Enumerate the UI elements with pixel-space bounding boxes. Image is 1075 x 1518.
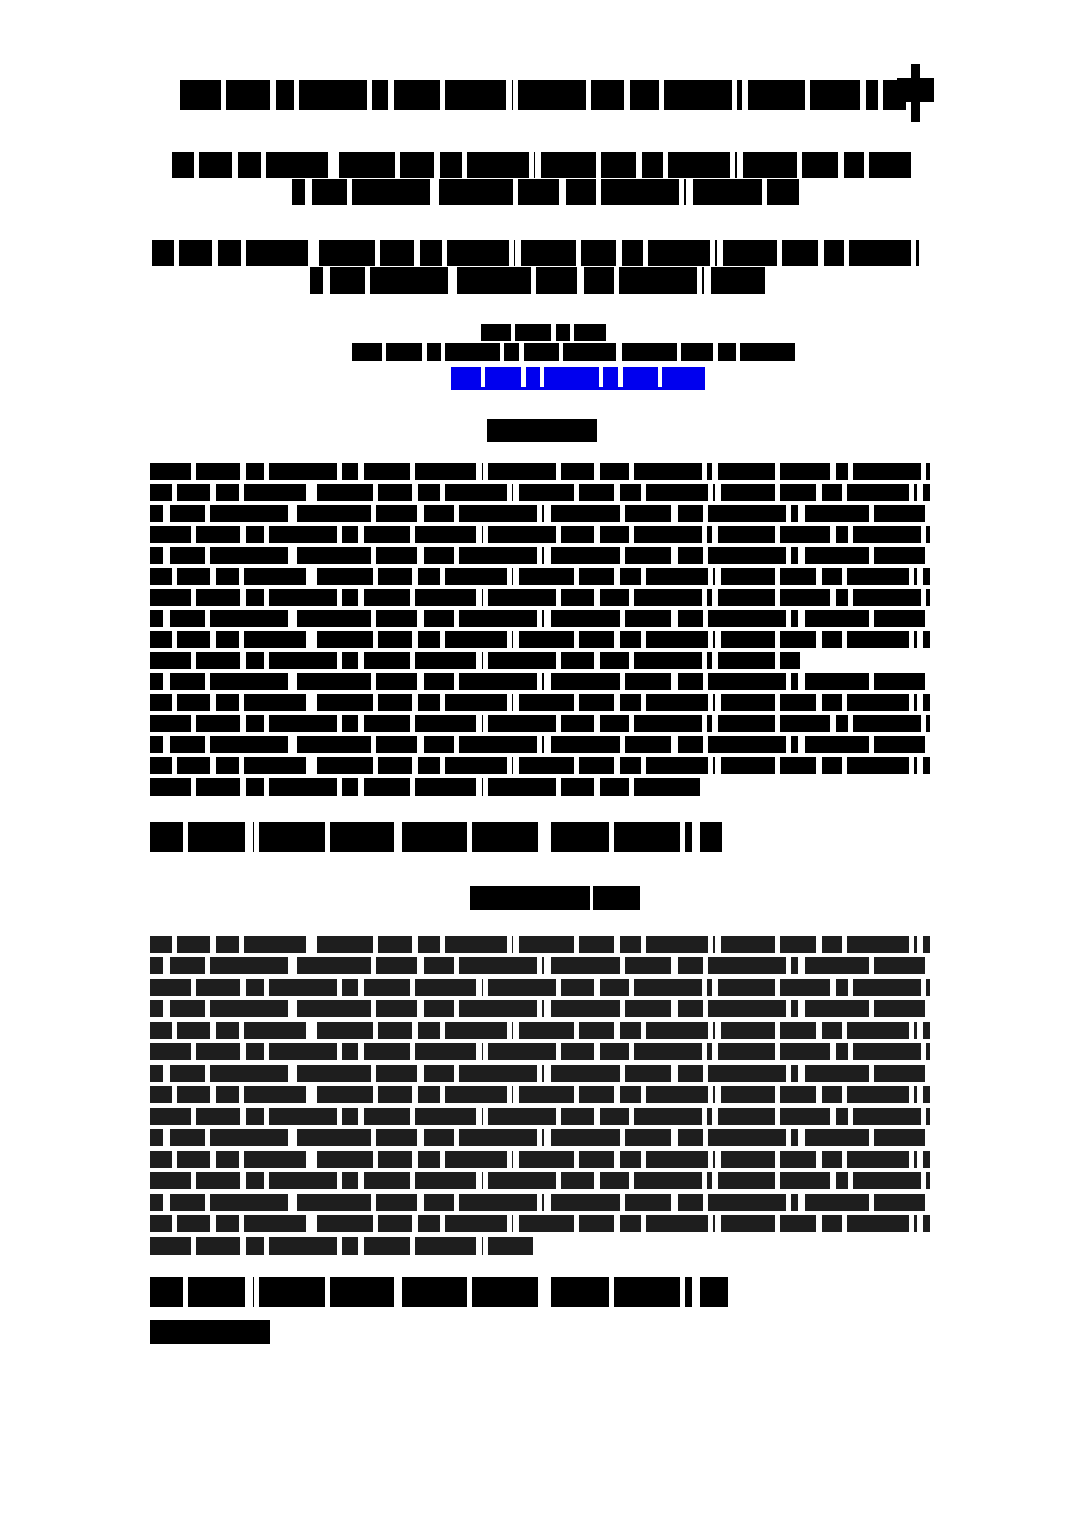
second-body-line: [150, 1086, 930, 1103]
abstract-body-line: [150, 505, 930, 522]
second-body-line: [150, 1000, 930, 1017]
second-abstract-heading: [470, 886, 640, 910]
second-body-line: [150, 957, 930, 974]
title-line-2: [292, 179, 799, 205]
abstract-body-line: [150, 547, 930, 564]
second-body-line: [150, 1172, 930, 1189]
second-body-line: [150, 1129, 930, 1146]
title-line-1: [172, 152, 911, 178]
abstract-body-line: [150, 463, 930, 480]
second-body-line: [150, 936, 930, 953]
abstract-body-line: [150, 694, 930, 711]
second-body-line: [150, 1065, 930, 1082]
abstract-body-line: [150, 589, 930, 606]
abstract-body-line: [150, 610, 930, 627]
second-body-line: [150, 1194, 930, 1211]
abstract-body-line: [150, 484, 930, 501]
second-body-line: [150, 1151, 930, 1168]
second-keywords-line: [150, 1277, 728, 1307]
abstract-body-line: [150, 526, 930, 543]
second-body-line: [150, 979, 930, 996]
keywords-line: [150, 822, 722, 852]
abstract-body-line: [150, 715, 930, 732]
closing-line: [150, 1320, 272, 1344]
subtitle-line-1: [152, 240, 924, 266]
second-body-line: [150, 1237, 533, 1255]
journal-header-line: [180, 80, 906, 110]
abstract-body-line: [150, 568, 930, 585]
abstract-body-line: [150, 673, 930, 690]
abstract-heading: [487, 419, 597, 442]
abstract-body-line: [150, 631, 930, 648]
abstract-body-line: [150, 652, 800, 669]
abstract-body-line: [150, 757, 930, 774]
second-body-line: [150, 1215, 930, 1232]
subtitle-line-2: [310, 267, 765, 294]
author-affiliation: [352, 343, 799, 361]
second-body-line: [150, 1108, 930, 1125]
author-email-link[interactable]: [451, 367, 705, 390]
abstract-body-line: [150, 778, 700, 796]
author-name: [481, 324, 606, 341]
second-body-line: [150, 1043, 930, 1060]
abstract-body-line: [150, 736, 930, 753]
second-body-line: [150, 1022, 930, 1039]
